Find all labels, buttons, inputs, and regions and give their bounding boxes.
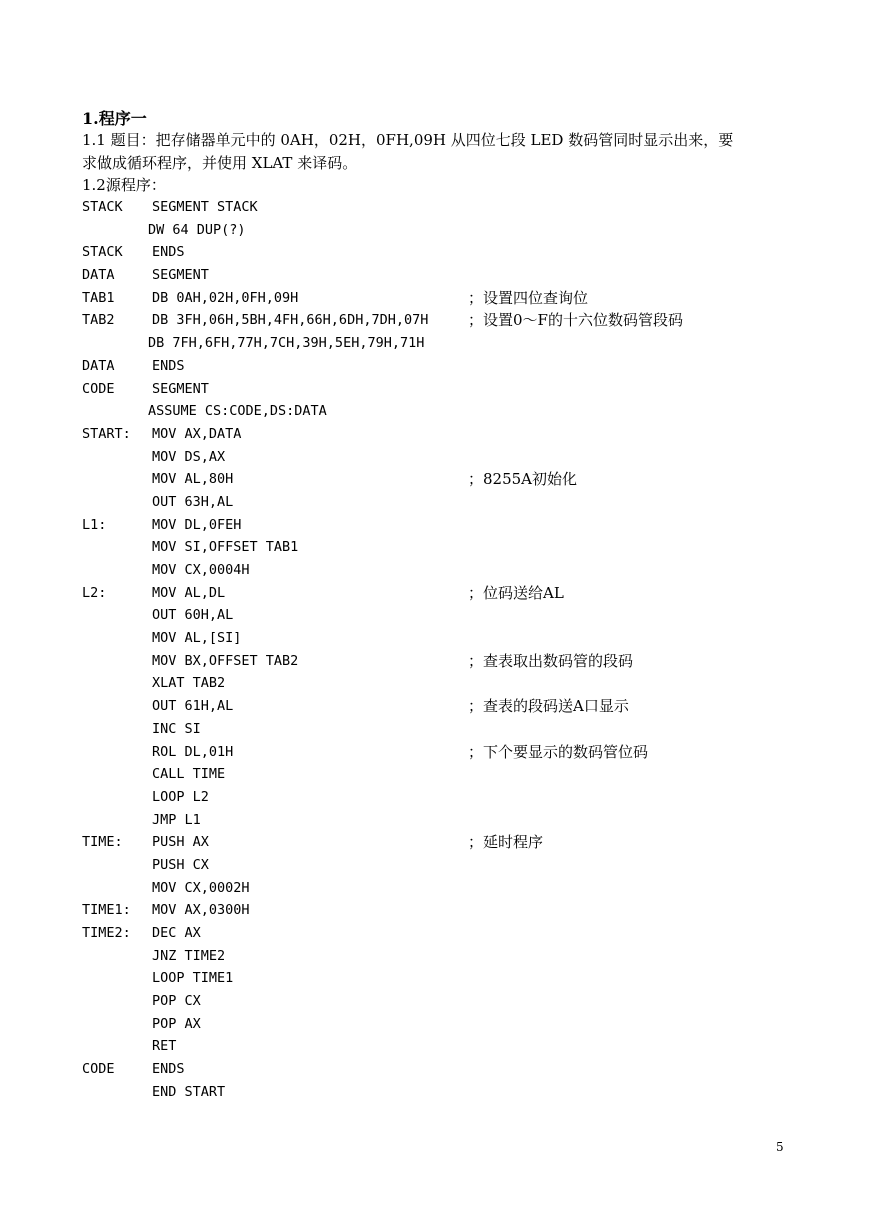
code-instruction: DB 7FH,6FH,77H,7CH,39H,5EH,79H,71H — [148, 335, 425, 352]
code-instruction: MOV BX,OFFSET TAB2 — [152, 652, 299, 669]
code-line — [82, 1058, 802, 1081]
code-instruction: LOOP L2 — [152, 788, 209, 805]
code-instruction: ROL DL,01H — [152, 743, 234, 760]
code-instruction: ENDS — [152, 244, 185, 261]
code-comment: ；位码送给AL — [468, 583, 564, 602]
code-instruction: DB 0AH,02H,0FH,09H — [152, 289, 299, 306]
code-instruction: MOV AL,DL — [152, 584, 226, 601]
code-line — [82, 332, 802, 355]
code-comment: ；设置0～F的十六位数码管段码 — [468, 311, 683, 330]
code-instruction: MOV AL,[SI] — [152, 630, 242, 647]
code-line — [82, 695, 802, 718]
code-instruction: MOV CX,0002H — [152, 879, 250, 896]
code-comment: ；设置四位查询位 — [468, 288, 589, 307]
code-instruction: XLAT TAB2 — [152, 675, 226, 692]
question-line: 1.1 题目：把存储器单元中的 0AH，02H，0FH,09H 从四位七段 LED 数码管同时显示出来，要 — [82, 131, 734, 149]
code-instruction: MOV CX,0004H — [152, 562, 250, 578]
code-instruction: OUT 63H,AL — [152, 493, 234, 510]
section-heading: 1.程序一 — [82, 109, 147, 128]
code-instruction: CALL TIME — [152, 766, 226, 783]
code-line — [82, 378, 802, 401]
code-line — [82, 400, 802, 423]
code-line — [82, 650, 802, 673]
code-label: TIME2: — [82, 925, 131, 941]
code-line — [82, 468, 802, 491]
code-label: STACK — [82, 199, 123, 215]
code-line — [82, 355, 802, 378]
code-instruction: POP CX — [152, 993, 201, 1010]
code-line — [82, 672, 802, 695]
code-instruction: MOV AX,0300H — [152, 902, 250, 919]
code-instruction: ENDS — [152, 1061, 185, 1078]
code-label: CODE — [82, 1061, 115, 1078]
code-label: L1: — [82, 516, 107, 533]
code-line — [82, 287, 802, 310]
code-line — [82, 219, 802, 242]
code-line — [82, 1081, 802, 1104]
source-heading: 1.2源程序： — [82, 176, 166, 194]
code-instruction: END START — [152, 1083, 226, 1100]
code-line — [82, 922, 802, 945]
code-line — [82, 491, 802, 514]
code-line — [82, 582, 802, 605]
code-label: CODE — [82, 380, 115, 397]
code-instruction: OUT 61H,AL — [152, 698, 234, 715]
code-line — [82, 559, 802, 582]
code-line — [82, 536, 802, 559]
code-instruction: MOV AX,DATA — [152, 425, 242, 442]
code-instruction: ENDS — [152, 357, 185, 374]
question-paragraph — [82, 129, 792, 197]
code-instruction: POP AX — [152, 1015, 201, 1032]
code-instruction: ASSUME CS:CODE,DS:DATA — [148, 403, 327, 420]
code-line — [82, 831, 802, 854]
code-instruction: MOV DS,AX — [152, 448, 226, 465]
code-line — [82, 1013, 802, 1036]
code-instruction: SEGMENT — [152, 380, 209, 397]
code-line — [82, 446, 802, 469]
code-line — [82, 627, 802, 650]
code-instruction: PUSH AX — [152, 834, 209, 851]
code-line — [82, 514, 802, 537]
code-label: DATA — [82, 267, 115, 284]
code-instruction: MOV DL,0FEH — [152, 516, 242, 533]
code-line — [82, 1035, 802, 1058]
code-instruction: LOOP TIME1 — [152, 970, 234, 987]
code-instruction: MOV AL,80H — [152, 471, 234, 488]
code-instruction: DEC AX — [152, 925, 201, 941]
code-instruction: OUT 60H,AL — [152, 607, 234, 624]
code-line — [82, 741, 802, 764]
code-line — [82, 718, 802, 741]
code-line — [82, 786, 802, 809]
code-line — [82, 309, 802, 332]
code-line — [82, 604, 802, 627]
code-instruction: DB 3FH,06H,5BH,4FH,66H,6DH,7DH,07H — [152, 312, 429, 329]
code-label: TIME: — [82, 834, 123, 851]
code-line — [82, 967, 802, 990]
page-number: 5 — [776, 1140, 784, 1154]
code-comment: ；下个要显示的数码管位码 — [468, 742, 649, 761]
code-label: TAB2 — [82, 312, 115, 329]
code-instruction: RET — [152, 1038, 177, 1055]
code-line — [82, 809, 802, 832]
code-line — [82, 423, 802, 446]
code-line — [82, 945, 802, 968]
code-label: START: — [82, 425, 131, 442]
code-line — [82, 877, 802, 900]
code-instruction: PUSH CX — [152, 856, 209, 873]
code-line — [82, 899, 802, 922]
code-comment: ；查表的段码送A口显示 — [468, 697, 629, 716]
code-line — [82, 264, 802, 287]
code-label: STACK — [82, 244, 123, 261]
code-instruction: JMP L1 — [152, 811, 201, 828]
code-instruction: MOV SI,OFFSET TAB1 — [152, 539, 299, 556]
code-comment: ；延时程序 — [468, 833, 544, 852]
code-label: L2: — [82, 584, 107, 601]
code-line — [82, 763, 802, 786]
code-label: TAB1 — [82, 289, 115, 306]
code-comment: ；查表取出数码管的段码 — [468, 651, 634, 670]
code-listing — [82, 196, 802, 1104]
code-instruction: SEGMENT — [152, 267, 209, 284]
code-line — [82, 196, 802, 219]
code-line — [82, 241, 802, 264]
code-instruction: DW 64 DUP(?) — [148, 221, 246, 238]
code-line — [82, 990, 802, 1013]
code-line — [82, 854, 802, 877]
code-label: TIME1: — [82, 902, 131, 919]
code-instruction: INC SI — [152, 720, 201, 737]
code-instruction: SEGMENT STACK — [152, 199, 258, 215]
code-comment: ；8255A初始化 — [468, 470, 578, 489]
code-label: DATA — [82, 357, 115, 374]
code-instruction: JNZ TIME2 — [152, 947, 226, 964]
question-line: 求做成循环程序，并使用 XLAT 来译码。 — [82, 153, 358, 172]
